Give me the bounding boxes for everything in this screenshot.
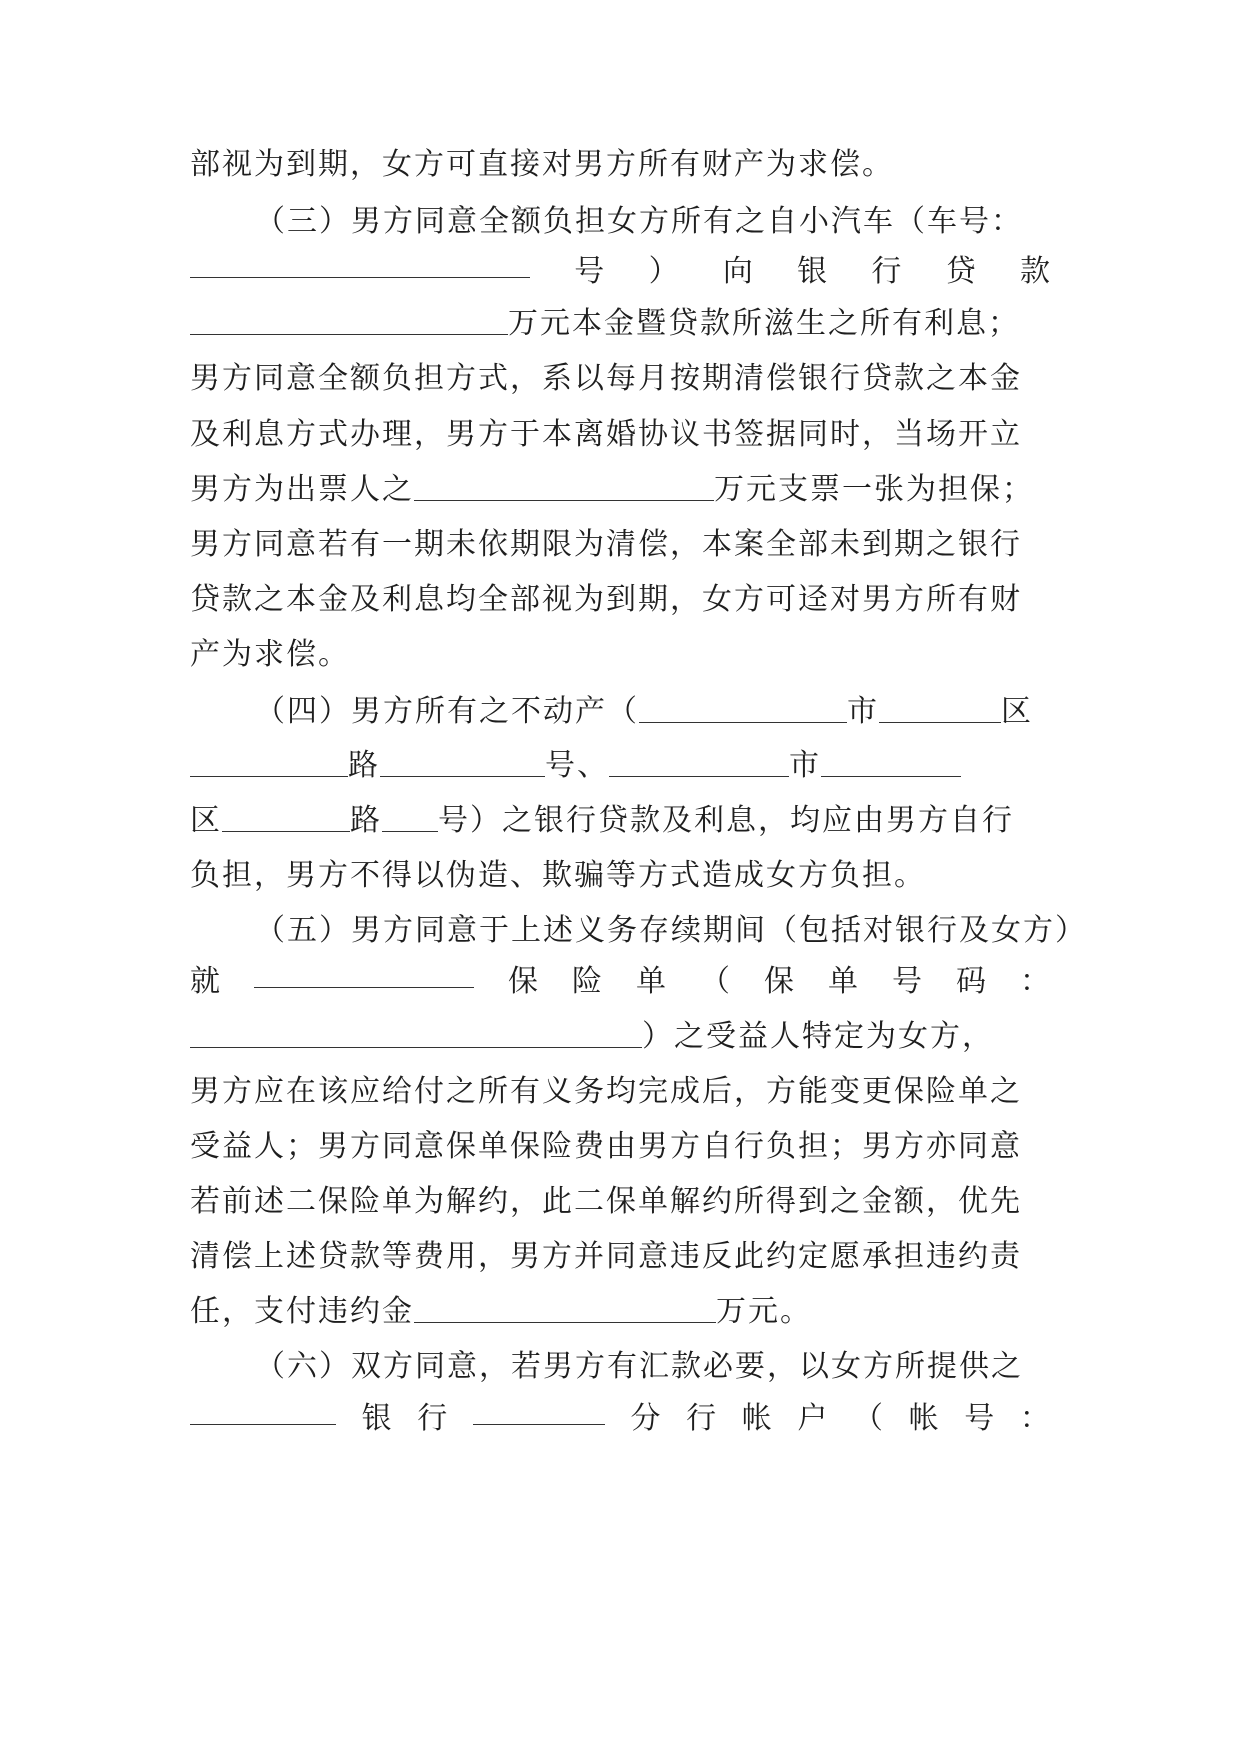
paragraph-text: 若前述二保险单为解约，此二保单解约所得到之金额，优先 [190,1184,1022,1219]
fill-in-blank[interactable] [190,1013,642,1048]
text-line [190,953,1050,1011]
text-char: 分 [630,1401,661,1436]
text-char: 保 [508,964,538,999]
text-char: 款 [1019,254,1050,289]
text-line [190,1283,1050,1341]
clause-5-heading [190,902,1087,960]
text-char: 帐 [741,1401,772,1436]
text-char: 银 [361,1401,392,1436]
fill-in-blank[interactable] [254,953,474,988]
fill-in-blank[interactable] [190,742,348,777]
paragraph-text: 万元。 [716,1294,812,1329]
paragraph-text: ）之受益人特定为女方， [642,1019,994,1054]
paragraph-text: 贷款之本金及利息均全部视为到期，女方可迳对男方所有财 [190,582,1022,617]
fill-in-blank[interactable] [380,742,545,777]
paragraph-text: 路 [350,803,382,838]
paragraph-text: 市 [847,694,879,729]
text-line [190,350,1050,408]
clause-6-heading [190,1338,1050,1396]
paragraph-text: 区 [190,803,222,838]
fill-in-blank[interactable] [821,742,961,777]
text-char: 银 [797,254,828,289]
text-line [190,243,1050,301]
text-char: 单 [636,964,666,999]
text-line [190,571,1050,629]
text-line [190,136,1050,194]
text-line [190,1390,1050,1448]
text-char: ： [1020,964,1050,999]
clause-4-heading [190,683,1050,741]
text-char: 户 [797,1401,828,1436]
text-char: 号 [892,964,922,999]
text-char: 贷 [945,254,976,289]
paragraph-text: （四）男方所有之不动产（ [255,694,639,729]
paragraph-text: 万元支票一张为担保； [714,472,1034,507]
paragraph-text: 男方同意全额负担方式，系以每月按期清偿银行贷款之本金 [190,361,1022,396]
paragraph-text: 区 [1001,694,1033,729]
text-line [190,1118,1050,1176]
paragraph-text: 万元本金暨贷款所滋生之所有利息； [508,306,1020,341]
fill-in-blank[interactable] [190,300,508,335]
text-char: 行 [871,254,902,289]
paragraph-text: 任，支付违约金 [190,1294,414,1329]
text-char: （ [853,1401,883,1436]
text-char: 帐 [908,1401,939,1436]
text-char: 保 [764,964,794,999]
text-line [190,847,1050,905]
text-char: 向 [722,254,753,289]
text-line [190,792,1050,850]
fill-in-blank[interactable] [609,742,789,777]
paragraph-text: 男方应在该应给付之所有义务均完成后，方能变更保险单之 [190,1074,1022,1109]
text-char: 号 [964,1401,995,1436]
text-line [190,461,1050,519]
text-char: 码 [956,964,986,999]
text-line [190,1063,1050,1121]
text-char: （ [700,964,730,999]
fill-in-blank[interactable] [382,797,438,832]
text-line [190,626,1050,684]
fill-in-blank[interactable] [639,688,847,723]
text-char: ） [648,254,679,289]
paragraph-text: 清偿上述贷款等费用，男方并同意违反此约定愿承担违约责 [190,1239,1022,1274]
fill-in-blank[interactable] [473,1390,605,1425]
fill-in-blank[interactable] [414,1288,716,1323]
text-char: 行 [417,1401,448,1436]
fill-in-blank[interactable] [414,466,714,501]
text-char: 号 [574,254,605,289]
text-line [190,295,1050,353]
paragraph-text: （五）男方同意于上述义务存续期间（包括对银行及女方） [255,913,1087,948]
text-char: 就 [190,964,220,999]
paragraph-text: 产为求偿。 [190,637,350,672]
paragraph-text: 市 [789,748,821,783]
text-line [190,1173,1050,1231]
text-char: 险 [572,964,602,999]
paragraph-text: （六）双方同意，若男方有汇款必要，以女方所提供之 [255,1349,1023,1384]
text-line [190,516,1050,574]
fill-in-blank[interactable] [879,688,1001,723]
paragraph-text: 受益人；男方同意保单保险费由男方自行负担；男方亦同意 [190,1129,1022,1164]
paragraph-text: 号、 [545,748,609,783]
text-char: 单 [828,964,858,999]
fill-in-blank[interactable] [190,1390,336,1425]
paragraph-text: 路 [348,748,380,783]
paragraph-text: 及利息方式办理，男方于本离婚协议书签据同时，当场开立 [190,417,1022,452]
text-line [190,1228,1050,1286]
text-line [190,737,1050,795]
paragraph-text: 负担，男方不得以伪造、欺骗等方式造成女方负担。 [190,858,926,893]
text-char: 行 [686,1401,717,1436]
paragraph-text: 男方同意若有一期未依期限为清偿，本案全部未到期之银行 [190,527,1022,562]
paragraph-text: 部视为到期，女方可直接对男方所有财产为求偿。 [190,147,894,182]
paragraph-text: 男方为出票人之 [190,472,414,507]
paragraph-text: 号）之银行贷款及利息，均应由男方自行 [438,803,1014,838]
text-char: ： [1019,1401,1050,1436]
text-line [190,1008,1050,1066]
text-line [190,406,1050,464]
fill-in-blank[interactable] [222,797,350,832]
fill-in-blank[interactable] [190,243,530,278]
document-page [190,0,1087,1754]
paragraph-text: （三）男方同意全额负担女方所有之自小汽车（车号： [255,204,1023,239]
